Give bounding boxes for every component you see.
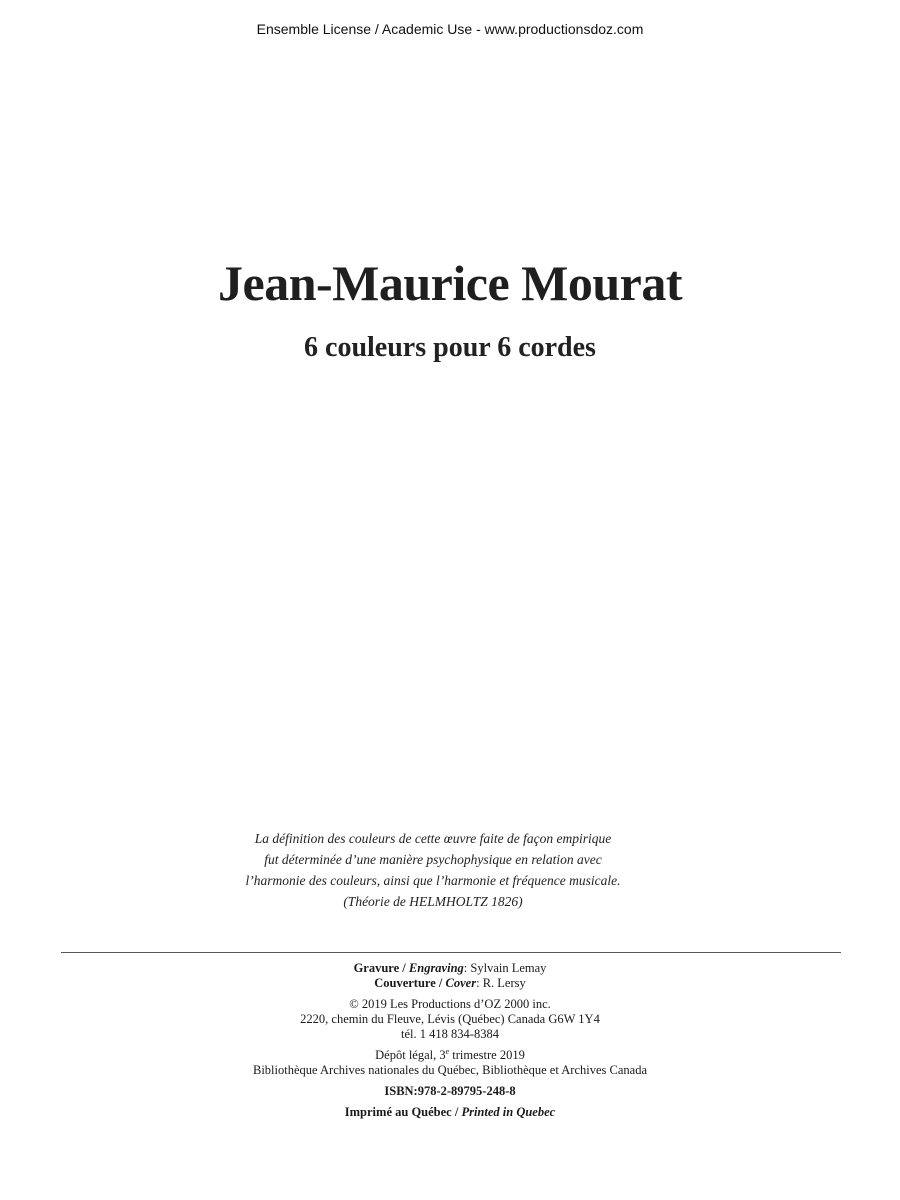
engraving-label-fr: Gravure / bbox=[353, 961, 406, 975]
cover-label-fr: Couverture / bbox=[374, 976, 443, 990]
cover-credit bbox=[0, 976, 900, 991]
deposit-suffix: trimestre 2019 bbox=[449, 1048, 525, 1062]
deposit-sup: e bbox=[445, 1046, 450, 1056]
publisher-address: 2220, chemin du Fleuve, Lévis (Québec) Canada G6W 1Y4 bbox=[300, 1012, 600, 1026]
printed-fr: Imprimé au Québec / bbox=[344, 1105, 459, 1119]
libraries: Bibliothèque Archives nationales du Québec, Bibliothèque et Archives Canada bbox=[253, 1063, 647, 1077]
cover-name: : R. Lersy bbox=[476, 976, 526, 990]
printed-en: Printed in Quebec bbox=[461, 1105, 556, 1119]
colophon bbox=[0, 961, 900, 1120]
divider bbox=[61, 952, 841, 953]
helmholtz-quote bbox=[0, 828, 866, 912]
legal-deposit bbox=[0, 1048, 900, 1063]
engraving-credit bbox=[0, 961, 900, 976]
cover-label-en: Cover bbox=[445, 976, 477, 990]
quote-attribution: (Théorie de HELMHOLTZ 1826) bbox=[343, 894, 523, 909]
engraving-name: : Sylvain Lemay bbox=[463, 961, 547, 975]
publisher-phone: tél. 1 418 834-8384 bbox=[401, 1027, 499, 1041]
isbn: ISBN:978-2-89795-248-8 bbox=[384, 1084, 516, 1098]
quote-line: La définition des couleurs de cette œuvre faite de façon empirique bbox=[254, 831, 612, 846]
license-header: Ensemble License / Academic Use - www.productionsdoz.com bbox=[256, 21, 644, 37]
work-title: 6 couleurs pour 6 cordes bbox=[304, 332, 596, 363]
printed-in bbox=[0, 1105, 900, 1120]
quote-line: fut déterminée d’une manière psychophysique en relation avec bbox=[264, 852, 602, 867]
quote-line: l’harmonie des couleurs, ainsi que l’harmonie et fréquence musicale. bbox=[245, 873, 621, 888]
engraving-label-en: Engraving bbox=[408, 961, 464, 975]
copyright: © 2019 Les Productions d’OZ 2000 inc. bbox=[349, 997, 551, 1011]
deposit-prefix: Dépôt légal, 3 bbox=[375, 1048, 446, 1062]
composer-name: Jean-Maurice Mourat bbox=[218, 255, 682, 311]
